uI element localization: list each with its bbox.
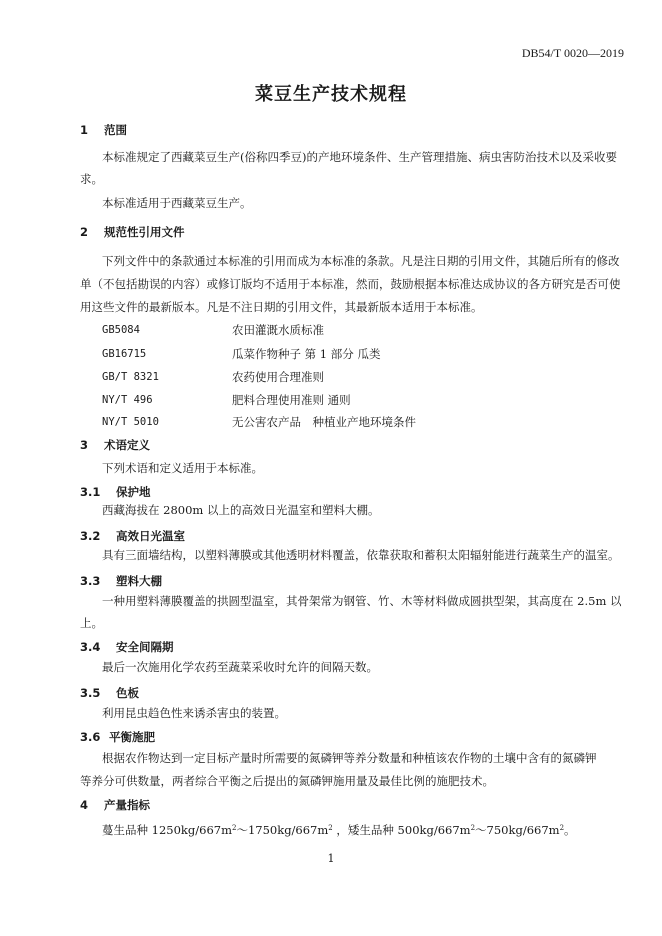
paragraph: 等养分可供数量，两者综合平衡之后提出的氮磷钾施用量及最佳比例的施肥技术。 (80, 774, 494, 788)
section-number: 4 (80, 798, 89, 812)
superscript: 2 (328, 824, 333, 832)
reference-title: 瓜菜作物种子 第 1 部分 瓜类 (232, 347, 381, 361)
section-number: 3.2 (80, 529, 101, 543)
section-title: 塑料大棚 (116, 574, 163, 588)
section-3-5-heading (80, 685, 139, 701)
yield-text: ～1750kg/667m (236, 823, 329, 837)
paragraph: 西藏海拔在 2800m 以上的高效日光温室和塑料大棚。 (102, 503, 380, 517)
section-3-4-heading (80, 639, 174, 655)
paragraph: 用这些文件的最新版本。凡是不注日期的引用文件，其最新版本适用于本标准。 (80, 300, 483, 314)
section-number: 3.1 (80, 485, 101, 499)
section-title: 平衡施肥 (109, 730, 156, 744)
paragraph: 求。 (80, 172, 103, 186)
reference-title: 农药使用合理准则 (232, 370, 324, 384)
superscript: 2 (231, 824, 237, 832)
section-title: 规范性引用文件 (104, 225, 185, 239)
reference-title: 农田灌溉水质标准 (232, 323, 324, 337)
section-number: 3.4 (80, 640, 101, 654)
reference-code: GB/T 8321 (102, 371, 159, 383)
reference-title: 无公害农产品 种植业产地环境条件 (232, 415, 416, 429)
reference-title: 肥料合理使用准则 通则 (232, 393, 351, 407)
superscript: 2 (470, 824, 476, 832)
section-title: 产量指标 (104, 798, 151, 812)
section-title: 保护地 (116, 485, 151, 499)
section-3-1-heading (80, 484, 151, 500)
paragraph: 具有三面墙结构，以塑料薄膜或其他透明材料覆盖，依靠获取和蓄积太阳辐射能进行蔬菜生产的温室。 (102, 548, 620, 562)
paragraph: 本标准规定了西藏菜豆生产(俗称四季豆)的产地环境条件、生产管理措施、病虫害防治技术以及采收要 (102, 150, 617, 164)
page-number: 1 (327, 852, 335, 865)
yield-text: ，矮生品种 500kg/667m (332, 823, 471, 837)
reference-code: GB5084 (102, 324, 140, 336)
standard-code: DB54/T 0020—2019 (521, 46, 624, 60)
paragraph: 下列文件中的条款通过本标准的引用而成为本标准的条款。凡是注日期的引用文件，其随后所有的修改 (102, 254, 620, 268)
section-3-2-heading (80, 528, 185, 544)
paragraph: 单（不包括勘误的内容）或修订版均不适用于本标准，然而，鼓励根据本标准达成协议的各方研究是否可使 (80, 277, 621, 291)
section-title: 术语定义 (104, 438, 151, 452)
section-1-heading (80, 122, 127, 138)
paragraph: 上。 (80, 616, 103, 630)
section-title: 安全间隔期 (116, 640, 174, 654)
section-title: 色板 (116, 686, 140, 700)
section-3-heading (80, 437, 150, 453)
reference-code: GB16715 (102, 348, 147, 360)
section-number: 3.3 (80, 574, 101, 588)
paragraph: 下列术语和定义适用于本标准。 (102, 461, 263, 475)
reference-code: NY/T 5010 (102, 416, 159, 428)
paragraph: 根据农作物达到一定目标产量时所需要的氮磷钾等养分数量和种植该农作物的土壤中含有的氮磷钾 (102, 751, 597, 765)
paragraph: 最后一次施用化学农药至蔬菜采收时允许的间隔天数。 (102, 660, 378, 674)
section-number: 1 (80, 123, 89, 137)
section-3-3-heading (80, 573, 162, 589)
section-number: 3.5 (80, 686, 101, 700)
paragraph: 本标准适用于西藏菜豆生产。 (102, 196, 252, 210)
section-title: 范围 (104, 123, 128, 137)
document-title: 菜豆生产技术规程 (255, 84, 407, 105)
superscript: 2 (559, 824, 565, 832)
section-number: 2 (80, 225, 89, 239)
yield-text: ～750kg/667m (475, 823, 560, 837)
paragraph: 一种用塑料薄膜覆盖的拱圆型温室，其骨架常为钢管、竹、木等材料做成圆拱型架，其高度在 2.5m 以 (102, 594, 622, 608)
section-3-6-heading (80, 729, 155, 745)
paragraph: 利用昆虫趋色性来诱杀害虫的装置。 (102, 706, 286, 720)
reference-code: NY/T 496 (102, 394, 153, 406)
yield-paragraph (102, 817, 576, 841)
yield-text: 蔓生品种 1250kg/667m (102, 823, 232, 837)
section-4-heading (80, 797, 150, 813)
section-title: 高效日光温室 (116, 529, 186, 543)
section-number: 3.6 (80, 730, 101, 744)
section-2-heading (80, 224, 185, 240)
yield-text: 。 (564, 823, 576, 837)
section-number: 3 (80, 438, 89, 452)
